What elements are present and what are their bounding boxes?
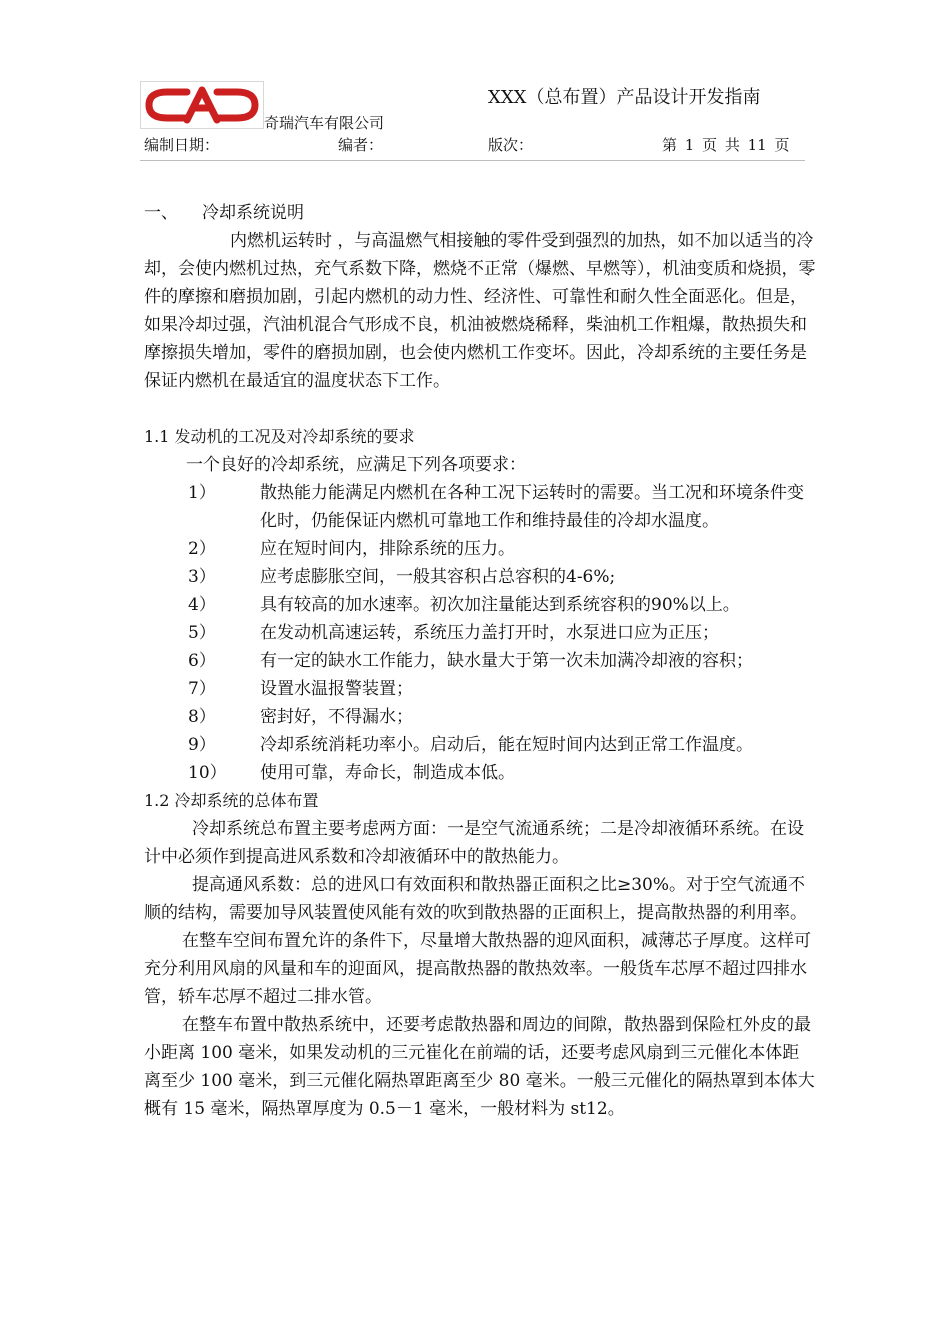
section-heading (144, 199, 816, 227)
list-item (144, 591, 816, 619)
list-number: 4） (188, 595, 216, 615)
intro-paragraph: 内燃机运转时 ，与高温燃气相接触的零件受到强烈的加热，如不加以适当的冷却，会使内燃机过热，充气系数下降，燃烧不正常（爆燃、早燃等），机油变质和烧损，零件的摩擦和磨损加剧，引起内燃机的动力性、经济性、可靠性和耐久性全面恶化。但是，如果冷却过强，汽油机混合气形成不良，机油被燃烧稀释，柴油机工作粗爆，散热损失和摩擦损失增加，零件的磨损加剧，也会使内燃机工作变坏。因此，冷却系统的主要任务是保证内燃机在最适宜的温度状态下工作。 (144, 231, 816, 391)
list-text: 设置水温报警装置； (260, 679, 413, 699)
list-item (144, 647, 816, 675)
list-text: 密封好，不得漏水； (260, 707, 413, 727)
author-label: 编者： (338, 136, 384, 154)
requirements-lead: 一个良好的冷却系统，应满足下列各项要求： (186, 455, 526, 475)
list-number: 6） (188, 651, 216, 671)
list-number: 2） (188, 539, 216, 559)
list-number: 10） (188, 763, 227, 783)
company-logo (140, 81, 264, 129)
list-item (144, 563, 816, 591)
list-item (144, 759, 816, 787)
list-text: 散热能力能满足内燃机在各种工况下运转时的需要。当工况和环境条件变化时，仍能保证内燃机可靠地工作和维持最佳的冷却水温度。 (260, 483, 804, 531)
subsection-title-1-1: 1.1 发动机的工况及对冷却系统的要求 (144, 427, 415, 446)
version-label: 版次： (488, 136, 534, 154)
header-divider (140, 160, 805, 161)
list-number: 5） (188, 623, 216, 643)
list-text: 具有较高的加水速率。初次加注量能达到系统容积的90%以上。 (260, 595, 740, 615)
subsection-title-1-2: 1.2 冷却系统的总体布置 (144, 791, 319, 810)
section-number: 一、 (144, 203, 178, 223)
list-text: 应考虑膨胀空间，一般其容积占总容积的4-6%; (260, 567, 616, 587)
spacer (144, 395, 816, 423)
list-text: 有一定的缺水工作能力，缺水量大于第一次未加满冷却液的容积； (260, 651, 753, 671)
layout-paragraph-3: 在整车空间布置允许的条件下，尽量增大散热器的迎风面积，减薄芯子厚度。这样可充分利用风扇的风量和车的迎面风，提高散热器的散热效率。一般货车芯厚不超过四排水管，轿车芯厚不超过二排水管。 (144, 931, 811, 1007)
page-info: 第 1 页 共 11 页 (662, 136, 790, 154)
list-number: 8） (188, 707, 216, 727)
section-title: 冷却系统说明 (202, 203, 304, 223)
list-text: 使用可靠，寿命长，制造成本低。 (260, 763, 515, 783)
list-text: 应在短时间内，排除系统的压力。 (260, 539, 515, 559)
document-body (144, 199, 816, 1123)
list-item (144, 731, 816, 759)
list-number: 7） (188, 679, 216, 699)
list-number: 1） (188, 483, 216, 503)
list-item (144, 535, 816, 563)
list-number: 3） (188, 567, 216, 587)
chery-logo-icon (143, 84, 261, 126)
list-text: 在发动机高速运转，系统压力盖打开时，水泵进口应为正压； (260, 623, 719, 643)
layout-paragraph-2: 提高通风系数：总的进风口有效面积和散热器正面积之比≥30%。对于空气流通不顺的结构，需要加导风装置使风能有效的吹到散热器的正面积上，提高散热器的利用率。 (144, 875, 807, 923)
list-number: 9） (188, 735, 216, 755)
document-title: XXX（总布置）产品设计开发指南 (488, 87, 761, 108)
list-item (144, 703, 816, 731)
date-label: 编制日期： (144, 136, 220, 154)
list-text: 冷却系统消耗功率小。启动后，能在短时间内达到正常工作温度。 (260, 735, 753, 755)
list-item (144, 619, 816, 647)
layout-paragraph-1: 冷却系统总布置主要考虑两方面：一是空气流通系统；二是冷却液循环系统。在设计中必须作到提高进风系数和冷却液循环中的散热能力。 (144, 819, 804, 867)
company-name: 奇瑞汽车有限公司 (264, 114, 385, 132)
list-item (144, 479, 816, 535)
requirements-list (144, 479, 816, 787)
layout-paragraph-4: 在整车布置中散热系统中，还要考虑散热器和周边的间隙，散热器到保险杠外皮的最小距离 100 毫米，如果发动机的三元崔化在前端的话，还要考虑风扇到三元催化本体距离至少 100 毫米，到三元催化隔热罩距离至少 80 毫米。一般三元催化的隔热罩到本体大概有 15 毫米，隔热罩厚度为 0.5－1 毫米，一般材料为 st12。 (144, 1015, 815, 1119)
list-item (144, 675, 816, 703)
